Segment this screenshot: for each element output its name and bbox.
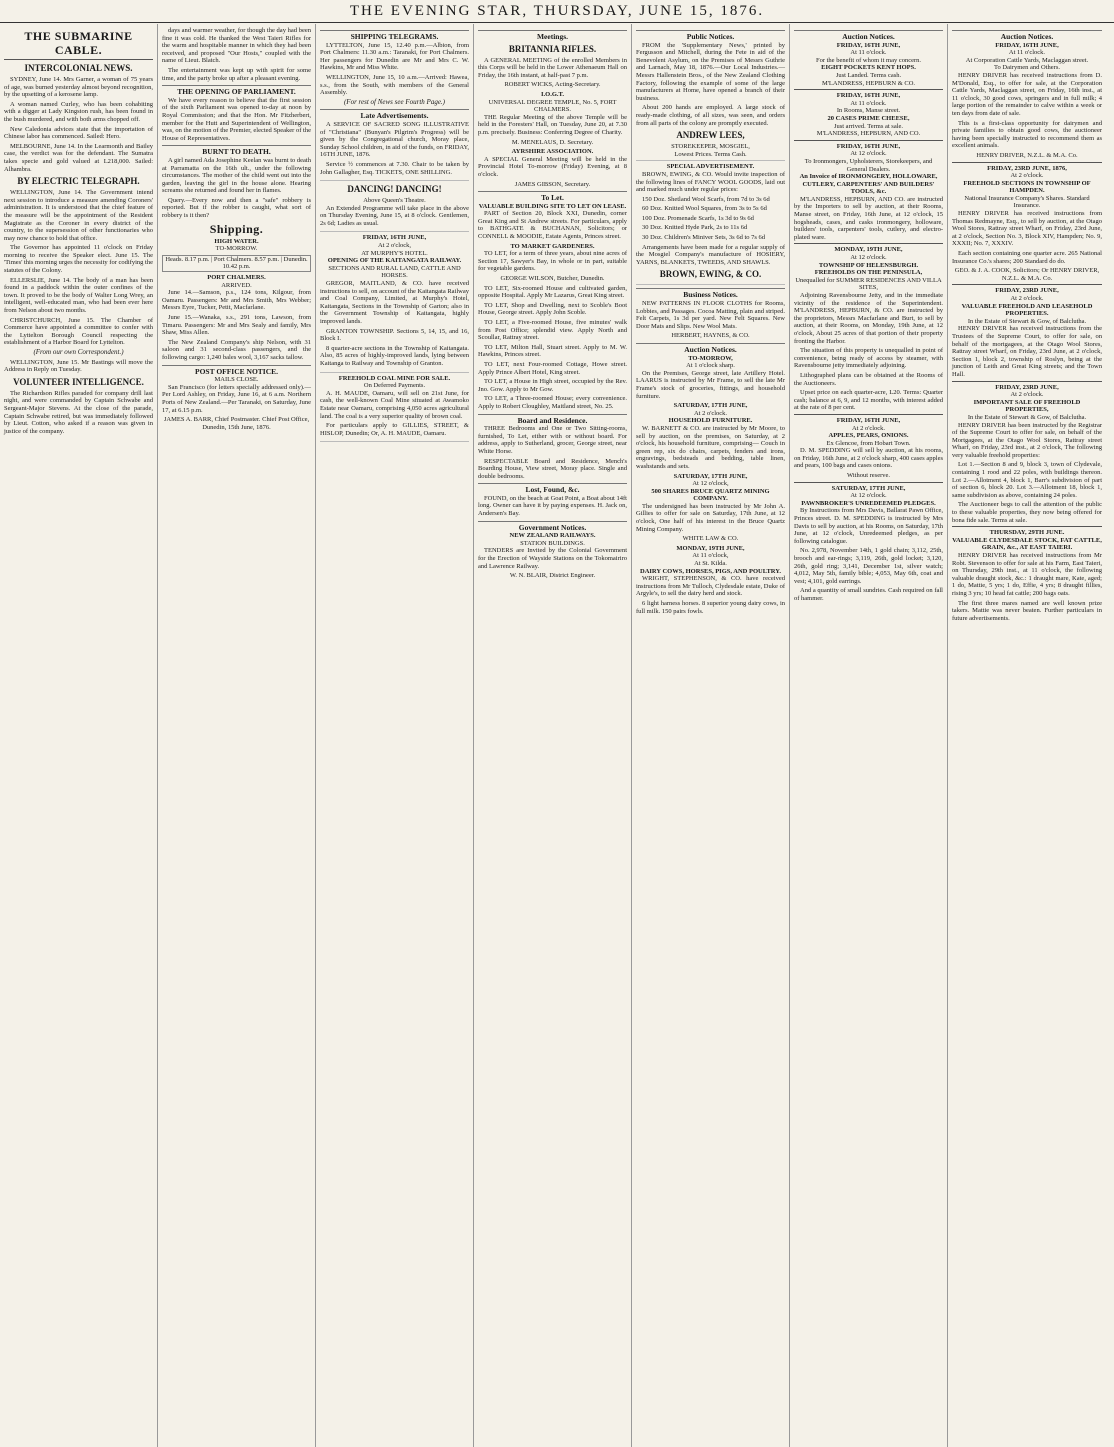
ad-text: The undersigned has been instructed by Mr John A. Gillies to offer for sale on Saturday, 17th June, at 12 o'clock, One half of his interest in the Bruce Quartz Mining Company. bbox=[636, 502, 785, 533]
ad-andrew-lees bbox=[636, 130, 785, 161]
ad-text: Lithographed plans can be obtained at the Rooms of the Auctioneers. bbox=[794, 371, 943, 387]
ad-time: At 2 o'clock. bbox=[1010, 391, 1044, 399]
ad-date: THURSDAY, 29TH JUNE. bbox=[989, 529, 1065, 537]
ad-text: THE Regular Meeting of the above Temple will be held in the Foresters' Hall, on Tuesday, June 20, at 7.30 p.m. precisely. Business: Conferring Degree of Charity. bbox=[478, 113, 627, 136]
ad-date: MONDAY, 19TH JUNE, bbox=[834, 246, 903, 254]
divider bbox=[794, 414, 943, 415]
ad-text: RESPECTABLE Board and Residence, Mench's Boarding House, View street, Moray place. Single and double bedrooms. bbox=[478, 457, 627, 480]
ad-sub: Ex Glencoe, from Hobart Town. bbox=[826, 439, 911, 447]
ad-text: A SPECIAL General Meeting will be held in the Provincial Hotel To-morrow (Friday) Evening, at 8 o'clock. bbox=[478, 155, 627, 178]
ad-sub: SECTIONS AND RURAL LAND, CATTLE AND HORSES. bbox=[328, 264, 461, 280]
high-water-table: Heads. 8.17 p.m. | Port Chalmers. 8.57 p.m. | Dunedin. 10.42 p.m. bbox=[162, 255, 311, 272]
ad-text: TENDERS are Invited by the Colonial Government for the Erection of Wayside Stations on the Tokomairiro and Lawrence Railway. bbox=[478, 547, 627, 570]
headline-late-ads: Late Advertisements. bbox=[320, 109, 469, 120]
ad-text: No. 2,978, November 14th, 1 gold chain; 3,112, 25th, brooch and ear-rings; 3,119, 26th, gold locket; 3,120, 26th, gold ring; 3,141, December 1st, silver watch; 4,012, May 5th, family bible; 4,053, May 6th, coat and vest; 4,101, gold earrings. bbox=[794, 547, 943, 585]
ad-text: Each section containing one quarter acre. 265 National Insurance Co.'s shares; 200 Standard do do. bbox=[952, 250, 1102, 265]
list-item: 30 Doz. Children's Miniver Sets, 3s 6d to 7s 6d bbox=[642, 234, 766, 242]
ad-heading: FREEHOLD SECTIONS IN TOWNSHIP OF HAMPDEN. bbox=[963, 179, 1091, 195]
ad-heading: ANDREW LEES, bbox=[676, 130, 745, 141]
signature: M. MENELAUS, D. Secretary. bbox=[511, 138, 594, 146]
subhead-port: PORT CHALMERS. bbox=[207, 274, 266, 282]
ad-text: GRANTON TOWNSHIP. Sections 5, 14, 15, and 16, Block I. bbox=[320, 327, 469, 343]
headline-submarine-cable: THE SUBMARINE CABLE. bbox=[24, 29, 133, 57]
headline-auction: Auction Notices. bbox=[636, 343, 785, 354]
ad-date: FRIDAY, 16TH JUNE, bbox=[836, 416, 901, 424]
article-paragraph: New Caledonia advices state that the importation of Chinese labor has commenced. Sailed: Hero. bbox=[4, 125, 153, 141]
article-paragraph: The Richardson Rifles paraded for company drill last night, and were commanded by Captain Schwabe and Sergeant-Major Stevens. At the close of the parade, Captain Schwabe retired, but was immediately followed by Lieut. Cotton, who asked if a reason was given in justice of the company. bbox=[4, 389, 153, 435]
ad-time: At 12 o'clock. bbox=[850, 492, 887, 500]
ad-sub: Just arrived. Terms at sale. bbox=[833, 122, 904, 130]
headline-to-let: To Let. bbox=[478, 191, 627, 202]
ad-date: FRIDAY, 23RD JUNE, bbox=[995, 287, 1059, 295]
article-paragraph: The Governor has appointed 11 o'clock on Friday morning to receive the Speaker elect. June 15. The 'Times' this morning urges the necessity for codifying the statutes of the Colony. bbox=[4, 244, 153, 275]
column-3 bbox=[316, 24, 474, 1447]
ad-heading: 500 SHARES BRUCE QUARTZ MINING COMPANY. bbox=[651, 487, 770, 503]
ad-heading: BRITANNIA RIFLES. bbox=[508, 43, 597, 54]
subhead-high-water: HIGH WATER. bbox=[214, 237, 259, 245]
signature: GEO. & J. A. COOK, Solicitors; Or HENRY DRIVER, N.Z.L. & M.A. Co. bbox=[954, 267, 1100, 282]
headline-auction: Auction Notices. bbox=[794, 30, 943, 41]
article-paragraph: WELLINGTON, June 15, 10 a.m.—Arrived: Hawea, s.s., from the South, with members of the General Assembly. bbox=[320, 73, 469, 97]
ad-text: Adjoining Ravensbourne Jetty, and in the immediate vicinity of the residence of the Superintendent. M'LANDRESS, HEPBURN, & CO. are instructed by the proprietors, Messrs Macfarlane and Burt, to sell by auction, at their Rooms, on Monday, 19th June, at 12 o'clock, About 25 acres of that portion of their property fronting the Harbor. bbox=[794, 292, 943, 345]
ad-sub: To Dairymen and Others. bbox=[994, 64, 1060, 72]
ad-text: This is a first-class opportunity for dairymen and private families to obtain good cows, the auctioneer having been specially instructed to recommend them as excellent animals. bbox=[952, 119, 1102, 150]
signature: M'LANDRESS, HEPBURN, AND CO. bbox=[816, 130, 921, 138]
ad-text: Service ½ commences at 7.30. Chair to be taken by John Gallagher, Esq. TICKETS, ONE SHILLING. bbox=[320, 160, 469, 176]
ad-text: TO LET, next Four-roomed Cottage, Howe street. Apply Prince Albert Hotel, King street. bbox=[478, 360, 627, 376]
ad-text: HENRY DRIVER has received instructions from the Trustees of the Supreme Court, to offer for sale, on behalf of the mortgagees, at the Otago Wool Stores, Rattray street Wharf, on Friday, 23rd June, at 2 o'clock, Section 1, block 2, township of Roslyn, being at the junction of Leith and Great King streets; and the Town Hall. bbox=[952, 325, 1102, 378]
divider bbox=[952, 381, 1102, 382]
divider bbox=[794, 243, 943, 244]
list-item: 30 Doz. Knitted Hyde Park, 2s to 11s 6d bbox=[642, 224, 748, 232]
ad-sub: UNIVERSAL DEGREE TEMPLE, No. 5, FORT CHALMERS. bbox=[488, 98, 617, 114]
column-2 bbox=[158, 24, 316, 1447]
article-paragraph: WELLINGTON, June 14. The Government intend next session to introduce a measure amending Coroners' administration. It is understood that the chief feature of the measure will be the appointment of the Resident Magistrate as the Coroner in every district of the country, to the supersession of other functionaries who may now chance to hold that office. bbox=[4, 189, 153, 242]
signature: M'LANDRESS, HEPBURN & CO. bbox=[821, 79, 916, 87]
ad-heading: EIGHT POCKETS KENT HOPS. bbox=[821, 64, 916, 72]
ad-time: At 12 o'clock. bbox=[850, 254, 887, 262]
article-paragraph: About 200 hands are employed. A large stock of ready-made clothing, of all sizes, was seen, and orders from all parts of the colony are promptly executed. bbox=[636, 104, 785, 127]
ad-text: The first three mares named are well known prize takers. Mattie was never beaten. Further particulars in future advertisements. bbox=[952, 599, 1102, 622]
ad-heading: VALUABLE FREEHOLD AND LEASEHOLD PROPERTIES. bbox=[961, 302, 1093, 318]
ad-heading: FREEHOLDS ON THE PENINSULA, bbox=[814, 269, 923, 277]
ad-heading: 20 CASES PRIME CHEESE, bbox=[827, 114, 910, 122]
ad-text: TO LET, Shop and Dwelling, next to Scoble's Boot House, George street. Apply John Scoble. bbox=[478, 301, 627, 317]
ad-text: W. BARNETT & CO. are instructed by Mr Moore, to sell by auction, on the premises, on Saturday, at 2 o'clock, his household furniture, comprising— Couch in green rep, six do chairs, carpets, fenders and irons, engravings, bedsteads and bedding, table linen, washstands and sets. bbox=[636, 424, 785, 470]
ad-time: At 11 o'clock, bbox=[692, 552, 729, 560]
headline-telegraph: BY ELECTRIC TELEGRAPH. bbox=[17, 176, 140, 187]
ad-heading: VALUABLE CLYDESDALE STOCK, FAT CATTLE, GRAIN, &c., AT EAST TAIERI. bbox=[952, 536, 1102, 552]
ad-time: At 11 o'clock. bbox=[1008, 49, 1046, 57]
ad-date: SATURDAY, 17TH JUNE, bbox=[673, 472, 748, 480]
ad-sub: In the Estate of Stewart & Gow, of Balclutha. bbox=[967, 413, 1087, 421]
ad-text: An Extended Programme will take place in the above on Thursday Evening, June 15, at 8 o'clock. Gentlemen, 2s 6d; Ladies as usual. bbox=[320, 204, 469, 227]
ad-time: At 11 o'clock. bbox=[850, 99, 887, 107]
headline-burnt: BURNT TO DEATH. bbox=[162, 145, 311, 156]
ad-text: TO LET, a Three-roomed House; every convenience. Apply to Robert Cloughley, Maitland street, No. 25. bbox=[478, 395, 627, 410]
ad-date: FRIDAY, 16TH JUNE, bbox=[995, 41, 1059, 49]
ad-text: The situation of this property is unequalled in point of convenience, being ready of access by steamer, with Ravensbourne jetty immediately adjoining. bbox=[794, 347, 943, 370]
divider bbox=[794, 89, 943, 90]
ad-heading: AYRSHIRE ASSOCIATION. bbox=[511, 148, 594, 156]
headline-parliament: THE OPENING OF PARLIAMENT. bbox=[162, 85, 311, 96]
newspaper-columns bbox=[0, 24, 1114, 1447]
ad-text: On the Premises, George street, late Artillery Hotel. LAARUS is instructed by Mr Frame, to sell the late Mr Frame's stock of groceries, fittings, and household furniture. bbox=[636, 369, 785, 400]
ad-sub: In the Estate of Stewart & Gow, of Balclutha. bbox=[967, 317, 1087, 325]
ad-heading: IMPORTANT SALE OF FREEHOLD PROPERTIES, bbox=[973, 398, 1081, 414]
ad-text: TO LET, for a term of three years, about nine acres of Section 17, Sawyer's Bay, in whole or in part, suitable for vegetable gardens. bbox=[478, 250, 627, 273]
article-paragraph: days and warmer weather, for though the day had been fine it was cold. He thanked the West Taieri Rifles for the warm and hospitable manner in which they had been received, and proposed "Our Hosts," coupled with the name of Lieut. Blatch. bbox=[162, 27, 311, 65]
ad-text: PART of Section 20, Block XXI, Dunedin, corner Great King and St Andrew streets. For particulars, apply to BATHGATE & BUCHANAN, Solicitors; or CONNELL & MOODIE, Estate Agents, Princes street. bbox=[478, 210, 627, 241]
article-paragraph: We have every reason to believe that the first session of the sixth Parliament was opened to-day at noon by Royal Commission; and that the Hon. Mr Fitzherbert, member for the Hutt and Superintendent of Wellington, was, on the motion of the Premier, elected Speaker of the House of Representatives. bbox=[162, 96, 311, 142]
ad-date: FRIDAY, 16TH JUNE, bbox=[836, 92, 901, 100]
headline-lost-found: Lost, Found, &c. bbox=[478, 483, 627, 494]
ad-text: Arrangements have been made for a regular supply of the Mosgiel Company's manufacture of HOSIERY, YARNS, BLANKETS, TWEEDS, AND SHAWLS. bbox=[636, 243, 785, 266]
ad-sub: Unequalled for SUMMER RESIDENCES AND VILLA SITES, bbox=[795, 276, 942, 292]
subhead-arrived: ARRIVED. bbox=[221, 281, 252, 289]
signature: JAMES A. BARR, Chief Postmaster. Chief Post Office, Dunedin, 15th June, 1876. bbox=[163, 416, 310, 431]
ad-heading: TO MARKET GARDENERS. bbox=[510, 242, 595, 250]
divider bbox=[4, 59, 153, 60]
ad-date: FRIDAY, 23RD JUNE, bbox=[995, 383, 1059, 391]
headline-business: Business Notices. bbox=[636, 288, 785, 299]
ad-heading: OPENING OF THE KAITANGATA RAILWAY. bbox=[327, 257, 462, 265]
signature: WHITE LAW & CO. bbox=[682, 535, 739, 543]
ad-sub: Just Landed. Terms cash. bbox=[835, 71, 902, 79]
ad-text: TO LET, a Five-roomed House, five minutes' walk from Post Office; splendid view. Apply North and Scoullar, Rattray street. bbox=[478, 319, 627, 342]
headline-volunteer: VOLUNTEER INTELLIGENCE. bbox=[13, 376, 144, 387]
ad-venue: In Rooms, Manse street. bbox=[836, 107, 901, 115]
divider bbox=[794, 482, 943, 483]
ad-heading: HOUSEHOLD FURNITURE. bbox=[668, 417, 753, 425]
article-paragraph: WELLINGTON, June 15. Mr Bastings will move the Address in Reply on Tuesday. bbox=[4, 358, 153, 374]
masthead: THE EVENING STAR, THURSDAY, JUNE 15, 1876. bbox=[0, 0, 1114, 23]
divider bbox=[952, 526, 1102, 527]
ad-time: At 2 o'clock. bbox=[1010, 295, 1044, 302]
ad-venue: AT MURPHY'S HOTEL. bbox=[361, 249, 428, 257]
article-paragraph: SYDNEY, June 14. Mrs Garner, a woman of 75 years of age, was burned yesterday almost beyond recognition, by the upsetting of a kerosene lamp. bbox=[4, 76, 153, 99]
ad-text: THREE Bedrooms and One or Two Sitting-rooms, furnished, To Let, either with or without board. For address, apply to Sutherland, grocer, George street, near White Horse. bbox=[478, 425, 627, 455]
ad-text: TO LET, Milton Hall, Stuart street. Apply to M. W. Hawkins, Princes street. bbox=[478, 343, 627, 359]
note: (For rest of News see Fourth Page.) bbox=[343, 97, 446, 106]
ad-heading: FREEHOLD COAL MINE FOR SALE. bbox=[338, 374, 451, 382]
article-paragraph: A girl named Ada Josephine Keelan was burnt to death at Parramatta on the 16th ult., under the following circumstances. The mother of the child went out into the garden, leaving the girl in the house alone. Hearing screams she returned and found her in flames. bbox=[162, 156, 311, 195]
ad-text: A GENERAL MEETING of the enrolled Members in this Corps will be held in the Lower Athenaeum Hall on Friday, the 16th instant, at half-past 7 p.m. bbox=[478, 56, 627, 79]
shipping-entry: June 14.—Samson, p.s., 124 tons, Kilgour, from Oamaru. Passengers: Mr and Mrs Smith, Mrs Webber; Messrs Eyre, Tucker, Petit, Macfarlane. bbox=[162, 289, 311, 312]
signature: JAMES GIBSON, Secretary. bbox=[514, 180, 591, 188]
ad-date: FRIDAY, 16TH JUNE, bbox=[362, 234, 427, 242]
ad-text: A. H. MAUDE, Oamaru, will sell on 21st June, for cash, the well-known Coal Mine situated at Awamoko Estate near Oamaru, comprising 4,050 acres agricultural land. The coal is a very superior quality of brown coal. bbox=[320, 389, 469, 420]
article-paragraph: ELLERSLIE, June 14. The body of a man has been found in a paddock within the outer confines of the town. It proved to be the body of Walter Long Wrey, an intelligent, well-educated man, who had been ever here from Nelson about two months. bbox=[4, 276, 153, 315]
ad-text: And a quantity of small sundries. Cash required on fall of hammer. bbox=[794, 587, 943, 602]
ad-text: GREGOR, MAITLAND, & CO. have received instructions to sell, on account of the Kaitangata Railway and Coal Company, Limited, at Murphy's Hotel, Kaitangata, Sections in the Township of Garton; also in the Government Township of Kaitangata, highly improved lands. bbox=[320, 280, 469, 325]
ad-time: At 2 o'clock. bbox=[693, 409, 728, 417]
ad-time: At 11 o'clock. bbox=[850, 49, 887, 57]
ad-date: SATURDAY, 17TH JUNE, bbox=[831, 484, 906, 492]
subhead-tomorrow: TO-MORROW. bbox=[215, 245, 258, 253]
ad-sub: For the benefit of whom it may concern. bbox=[815, 56, 922, 64]
ad-date: SATURDAY, 17TH JUNE, bbox=[673, 402, 748, 410]
ad-brown-ewing bbox=[636, 163, 785, 285]
ad-text: 6 light harness horses. 8 superior young dairy cows, in full milk. 150 pairs fowls. bbox=[636, 600, 785, 615]
headline-auction: Auction Notices. bbox=[952, 30, 1102, 41]
ad-text: D. M. SPEDDING will sell by auction, at his rooms, on Friday, 16th June, at 2 o'clock sharp, 400 cases apples and pears, 100 bags and cases onions. bbox=[794, 447, 943, 470]
subhead-mails: MAILS CLOSE. bbox=[214, 376, 259, 384]
ad-sub: STOREKEEPER, MOSGIEL, bbox=[671, 143, 750, 151]
ad-text: HENRY DRIVER has received instructions from Thomas Redmayne, Esq., to sell by auction, at the Otago Wool Stores, Rattray street Wharf, on Friday, 23rd June, at 2 o'clock, Section No. 3, Block XIV, Hampden; No. 9, XXXII; No. 7, XXXIV. bbox=[952, 210, 1102, 248]
article-paragraph: FROM the 'Supplementary News,' printed by Fergusson and Mitchell, during the Fete in aid of the Benevolent Asylum, on the Premises of Messrs Guthrie and Larnach, May 18, 1876.—Our Local Industries.—Messrs Hallenstein Bros., of the New Zealand Clothing Factory, following the example of some of the large manufacturers at Home, have opened a branch of their business. bbox=[636, 41, 785, 102]
ad-date: FRIDAY, 16TH JUNE, bbox=[836, 41, 901, 49]
ad-heading: I.O.G.T. bbox=[541, 90, 564, 98]
ad-coal-mine bbox=[320, 375, 469, 443]
ad-sub: Without reserve. bbox=[846, 472, 891, 480]
ad-text: HENRY DRIVER has received instructions from Mr Robt. Stevenson to offer for sale at his Farm, East Taieri, on Thursday, 29th inst., at 11 o'clock, the following valuable draught stock, &c.: 1 draught mare, Kate, aged; 1 do, Mattie, 5 yrs; 1 do, Effie, 4 yrs; 8 draught fillies, rising 3 yrs; 10 head fat cattle; 200 bags oats. bbox=[952, 552, 1102, 597]
article-paragraph: A woman named Curley, who has been cohabiting with a digger at Lady Kingston rush, has been found in the bush murdered, and with both arms chopped off. bbox=[4, 100, 153, 123]
ad-heading: PAWNBROKER'S UNREDEEMED PLEDGES. bbox=[801, 499, 936, 507]
signature: ROBERT WICKS, Acting-Secretary. bbox=[504, 81, 601, 89]
signature: GEORGE WILSON, Butcher, Dunedin. bbox=[500, 275, 605, 283]
ad-kaitangata bbox=[320, 234, 469, 372]
shipping-entry: June 15.—Wanaka, s.s., 291 tons, Lawson, from Timaru. Passengers: Mr and Mrs Sealy and family, Mrs Shaw, Miss Allen. bbox=[162, 314, 311, 337]
signature: BROWN, EWING, & CO. bbox=[659, 269, 762, 280]
ad-text: A SERVICE OF SACRED SONG ILLUSTRATIVE of "Christiana" (Bunyan's Pilgrim's Progress) will be given by the Congregational church, Moray place, Sunday School children, in aid of the funds, on FRIDAY, 16TH JUNE, 1876. bbox=[320, 120, 469, 159]
ad-sub: To Ironmongers, Upholsterers, Storekeepers, and General Dealers. bbox=[804, 157, 933, 173]
ad-heading: An Invoice of IRONMONGERY, HOLLOWARE, CUTLERY, CARPENTERS' AND BUILDERS' TOOLS, &c. bbox=[799, 173, 938, 196]
ad-text: Lot 1.—Section 8 and 9, block 3, town of Clydevale, containing 1 rood and 22 poles, with buildings thereon. Lot 2.—Allotment 4, block 1, Barr's subdivision of part of section 6, block 20. Lot 3.—Allotment 18, block 1, same subdivision as above, containing 24 poles. bbox=[952, 461, 1102, 499]
column-4 bbox=[474, 24, 632, 1447]
ad-text: BROWN, EWING, & CO. Would invite inspection of the following lines of FANCY WOOL GOODS, laid out and marked much under regular prices: bbox=[636, 170, 785, 194]
ad-sub: Above Queen's Theatre. bbox=[363, 197, 426, 205]
ad-heading: DAIRY COWS, HORSES, PIGS, AND POULTRY. bbox=[640, 567, 781, 575]
ad-heading: TOWNSHIP OF HELENSBURGH. bbox=[818, 261, 919, 269]
headline-intercolonial: INTERCOLONIAL NEWS. bbox=[24, 63, 133, 73]
ad-heading: SPECIAL ADVERTISEMENT. bbox=[666, 163, 755, 171]
article-paragraph: Query.—Every now and then a "safe" robbery is reported. But if the robber is caught, what sort of robbery is it then? bbox=[162, 196, 311, 220]
ad-sub: National Insurance Company's Shares. Standard Insurance. bbox=[964, 194, 1090, 210]
ad-text: The Auctioneer begs to call the attention of the public to these valuable properties, they now being offered for bona fide sale. Terms at sale. bbox=[952, 501, 1102, 524]
ad-heading: APPLES, PEARS, ONIONS. bbox=[828, 432, 909, 440]
ad-text: WRIGHT, STEPHENSON, & CO. have received instructions from Mr Tulloch, Clydesdale estate, Duke of Argyle's, to sell the dairy herd and stock. bbox=[636, 575, 785, 598]
ad-time: At 2 o'clock. bbox=[1010, 172, 1044, 180]
column-6 bbox=[790, 24, 948, 1447]
article-paragraph: San Francisco (for letters specially addressed only).—Per Lord Ashley, on Friday, June 16, at 6 a.m. Northern Ports of New Zealand.—Per Taranaki, on Saturday, June 17, at 6.15 p.m. bbox=[162, 383, 311, 414]
ad-venue: At St. Kilda. bbox=[694, 560, 727, 568]
ad-venue: At Corporation Cattle Yards, Maclaggan street. bbox=[965, 56, 1089, 64]
ad-text: By Instructions from Mrs Davis, Ballarat Pawn Office, Princes street. D. M. SPEDDING is instructed by Mrs Davis to sell by auction, at his Rooms, on Saturday, 17th June, at 12 o'clock, Unredeemed pledges, as per following catalogue. bbox=[794, 507, 943, 545]
ad-time: At 2 o'clock. bbox=[851, 424, 886, 432]
ad-sub: STATION BUILDINGS. bbox=[520, 539, 585, 547]
article-paragraph: CHRISTCHURCH, June 15. The Chamber of Commerce have appointed a committee to confer with the Lyttelton Borough Council respecting the establishment of a Harbor Board for Lyttelton. bbox=[4, 316, 153, 347]
divider bbox=[952, 162, 1102, 163]
signature: HENRY DRIVER, N.Z.L. & M.A. Co. bbox=[976, 151, 1078, 159]
ad-heading: VALUABLE BUILDING SITE TO LET ON LEASE. bbox=[478, 202, 627, 210]
list-item: 100 Doz. Promenade Scarfs, 1s 3d to 9s 6d bbox=[642, 214, 754, 222]
headline-public-notices: Public Notices. bbox=[636, 30, 785, 41]
headline-shipping: Shipping. bbox=[209, 221, 264, 236]
ad-text: M'LANDRESS, HEPBURN, AND CO. are instructed by the Importers to sell by auction, at their Rooms, Manse street, on Friday, 16th June, at 12 o'clock, 15 hogsheads, cases, and casks ironmongery, holloware, builders' tools, carpenters' tools, cutlery, and electro-plated ware. bbox=[794, 195, 943, 241]
ad-text: HENRY DRIVER has received instructions from D. M'Donald, Esq., to offer for sale, at the Corporation Cattle Yards, Maclaggan street, on Friday, 16th inst., at 11 o'clock, 30 good cows, springers and in full milk; 4 large portion of the remainder to calve within a week or ten days from date of sale. bbox=[952, 71, 1102, 117]
ad-sub: Lowest Prices. Terms Cash. bbox=[674, 150, 747, 158]
correspondent-note: (From our own Correspondent.) bbox=[33, 348, 124, 356]
ad-date: FRIDAY, 23RD JUNE, 1876, bbox=[987, 164, 1067, 172]
article-paragraph: The entertainment was kept up with spirit for some time, and the party broke up after a pleasant evening. bbox=[162, 66, 311, 82]
ad-time: At 2 o'clock, bbox=[377, 242, 412, 250]
list-item: 60 Doz. Knitted Wool Squares, from 3s to 5s 6d bbox=[642, 205, 767, 213]
ad-date: FRIDAY, 16TH JUNE, bbox=[836, 142, 901, 150]
list-item: 150 Doz. Shetland Wool Scarfs, from 7d to 3s 6d bbox=[642, 195, 770, 203]
ad-date: TO-MORROW, bbox=[688, 354, 733, 362]
divider bbox=[794, 140, 943, 141]
ad-text: TO LET, Six-roomed House and cultivated garden, opposite Hospital. Apply Mr Lazarus, Great King street. bbox=[478, 284, 627, 300]
column-5 bbox=[632, 24, 790, 1447]
ad-text: HENRY DRIVER has been instructed by the Registrar of the Supreme Court to offer for sale, on behalf of the Mortgagees, at the Otago Wool Stores, Rattray street Wharf, on Friday, 23rd inst., at 2 o'clock, The following very valuable freehold properties: bbox=[952, 421, 1102, 459]
ad-text: NEW PATTERNS IN FLOOR CLOTHS for Rooms, Lobbies, and Passages. Cocoa Matting, plain and striped. Felt Carpets, 1s 3d per yard. New Felt Squares. New Door Mats and Slips. New Wool Mats. bbox=[636, 300, 785, 330]
ad-sub: On Deferred Payments. bbox=[363, 382, 426, 390]
ad-text: FOUND, on the beach at Goat Point, a Boat about 14ft long. Owner can have it by paying expenses. H. Jack on, Andersen's Bay. bbox=[478, 494, 627, 518]
ad-dancing bbox=[320, 184, 469, 232]
headline-board: Board and Residence. bbox=[478, 414, 627, 425]
ad-heading: NEW ZEALAND RAILWAYS. bbox=[509, 532, 596, 540]
ad-time: At 12 o'clock, bbox=[692, 480, 729, 488]
ad-time: At 12 o'clock. bbox=[850, 150, 887, 158]
headline-meetings: Meetings. bbox=[478, 30, 627, 41]
article-paragraph: LYTTELTON, June 15, 12.40 p.m.—Albion, from Port Chalmers: 11.30 a.m.: Taranaki, for Port Chalmers. Her passengers for Dunedin are Mr and Mrs C. W. Hawkins, Mr and Miss White. bbox=[320, 41, 469, 72]
column-1 bbox=[0, 24, 158, 1447]
ad-time: At 1 o'clock sharp. bbox=[686, 362, 735, 370]
ad-heading: DANCING! DANCING! bbox=[347, 184, 442, 195]
ad-text: 8 quarter-acre sections in the Township of Kaitangata. Also, 85 acres of highly-improved lands, lying between Kaitanga to Railway and Township of Granton. bbox=[320, 344, 469, 367]
headline-post-office: POST OFFICE NOTICE. bbox=[162, 365, 311, 376]
column-7 bbox=[948, 24, 1106, 1447]
article-paragraph: MELBOURNE, June 14. In the Learmonth and Bailey case, the verdict was for the defendant. The Sumatra takes specie and gold valued at L218,000. Sailed: Alhambra. bbox=[4, 142, 153, 173]
signature: HERBERT, HAYNES, & CO. bbox=[671, 332, 750, 340]
shipping-entry: The New Zealand Company's ship Nelson, with 31 saloon and 31 second-class passengers, and the following cargo: 1,240 bales wool, 3,167 sacks tallow. bbox=[162, 338, 311, 361]
signature: W. N. BLAIR, District Engineer. bbox=[509, 572, 596, 580]
headline-shipping-telegrams: SHIPPING TELEGRAMS. bbox=[320, 30, 469, 41]
ad-text: TO LET, a House in High street, occupied by the Rev. Jno. Gow. Apply to Mr Gow. bbox=[478, 378, 627, 393]
ad-sacred-song bbox=[320, 121, 469, 181]
ad-date: MONDAY, 19TH JUNE, bbox=[676, 544, 745, 552]
ad-text: Upset price on each quarter-acre, L20. Terms: Quarter cash; balance at 6, 9, and 12 months, with interest added at the rate of 8 per cent. bbox=[794, 389, 943, 412]
ad-text: For particulars apply to GILLIES, STREET, & HISLOP, Dunedin; Or, A. H. MAUDE, Oamaru. bbox=[320, 422, 469, 437]
headline-government: Government Notices. bbox=[478, 521, 627, 532]
divider bbox=[952, 284, 1102, 285]
